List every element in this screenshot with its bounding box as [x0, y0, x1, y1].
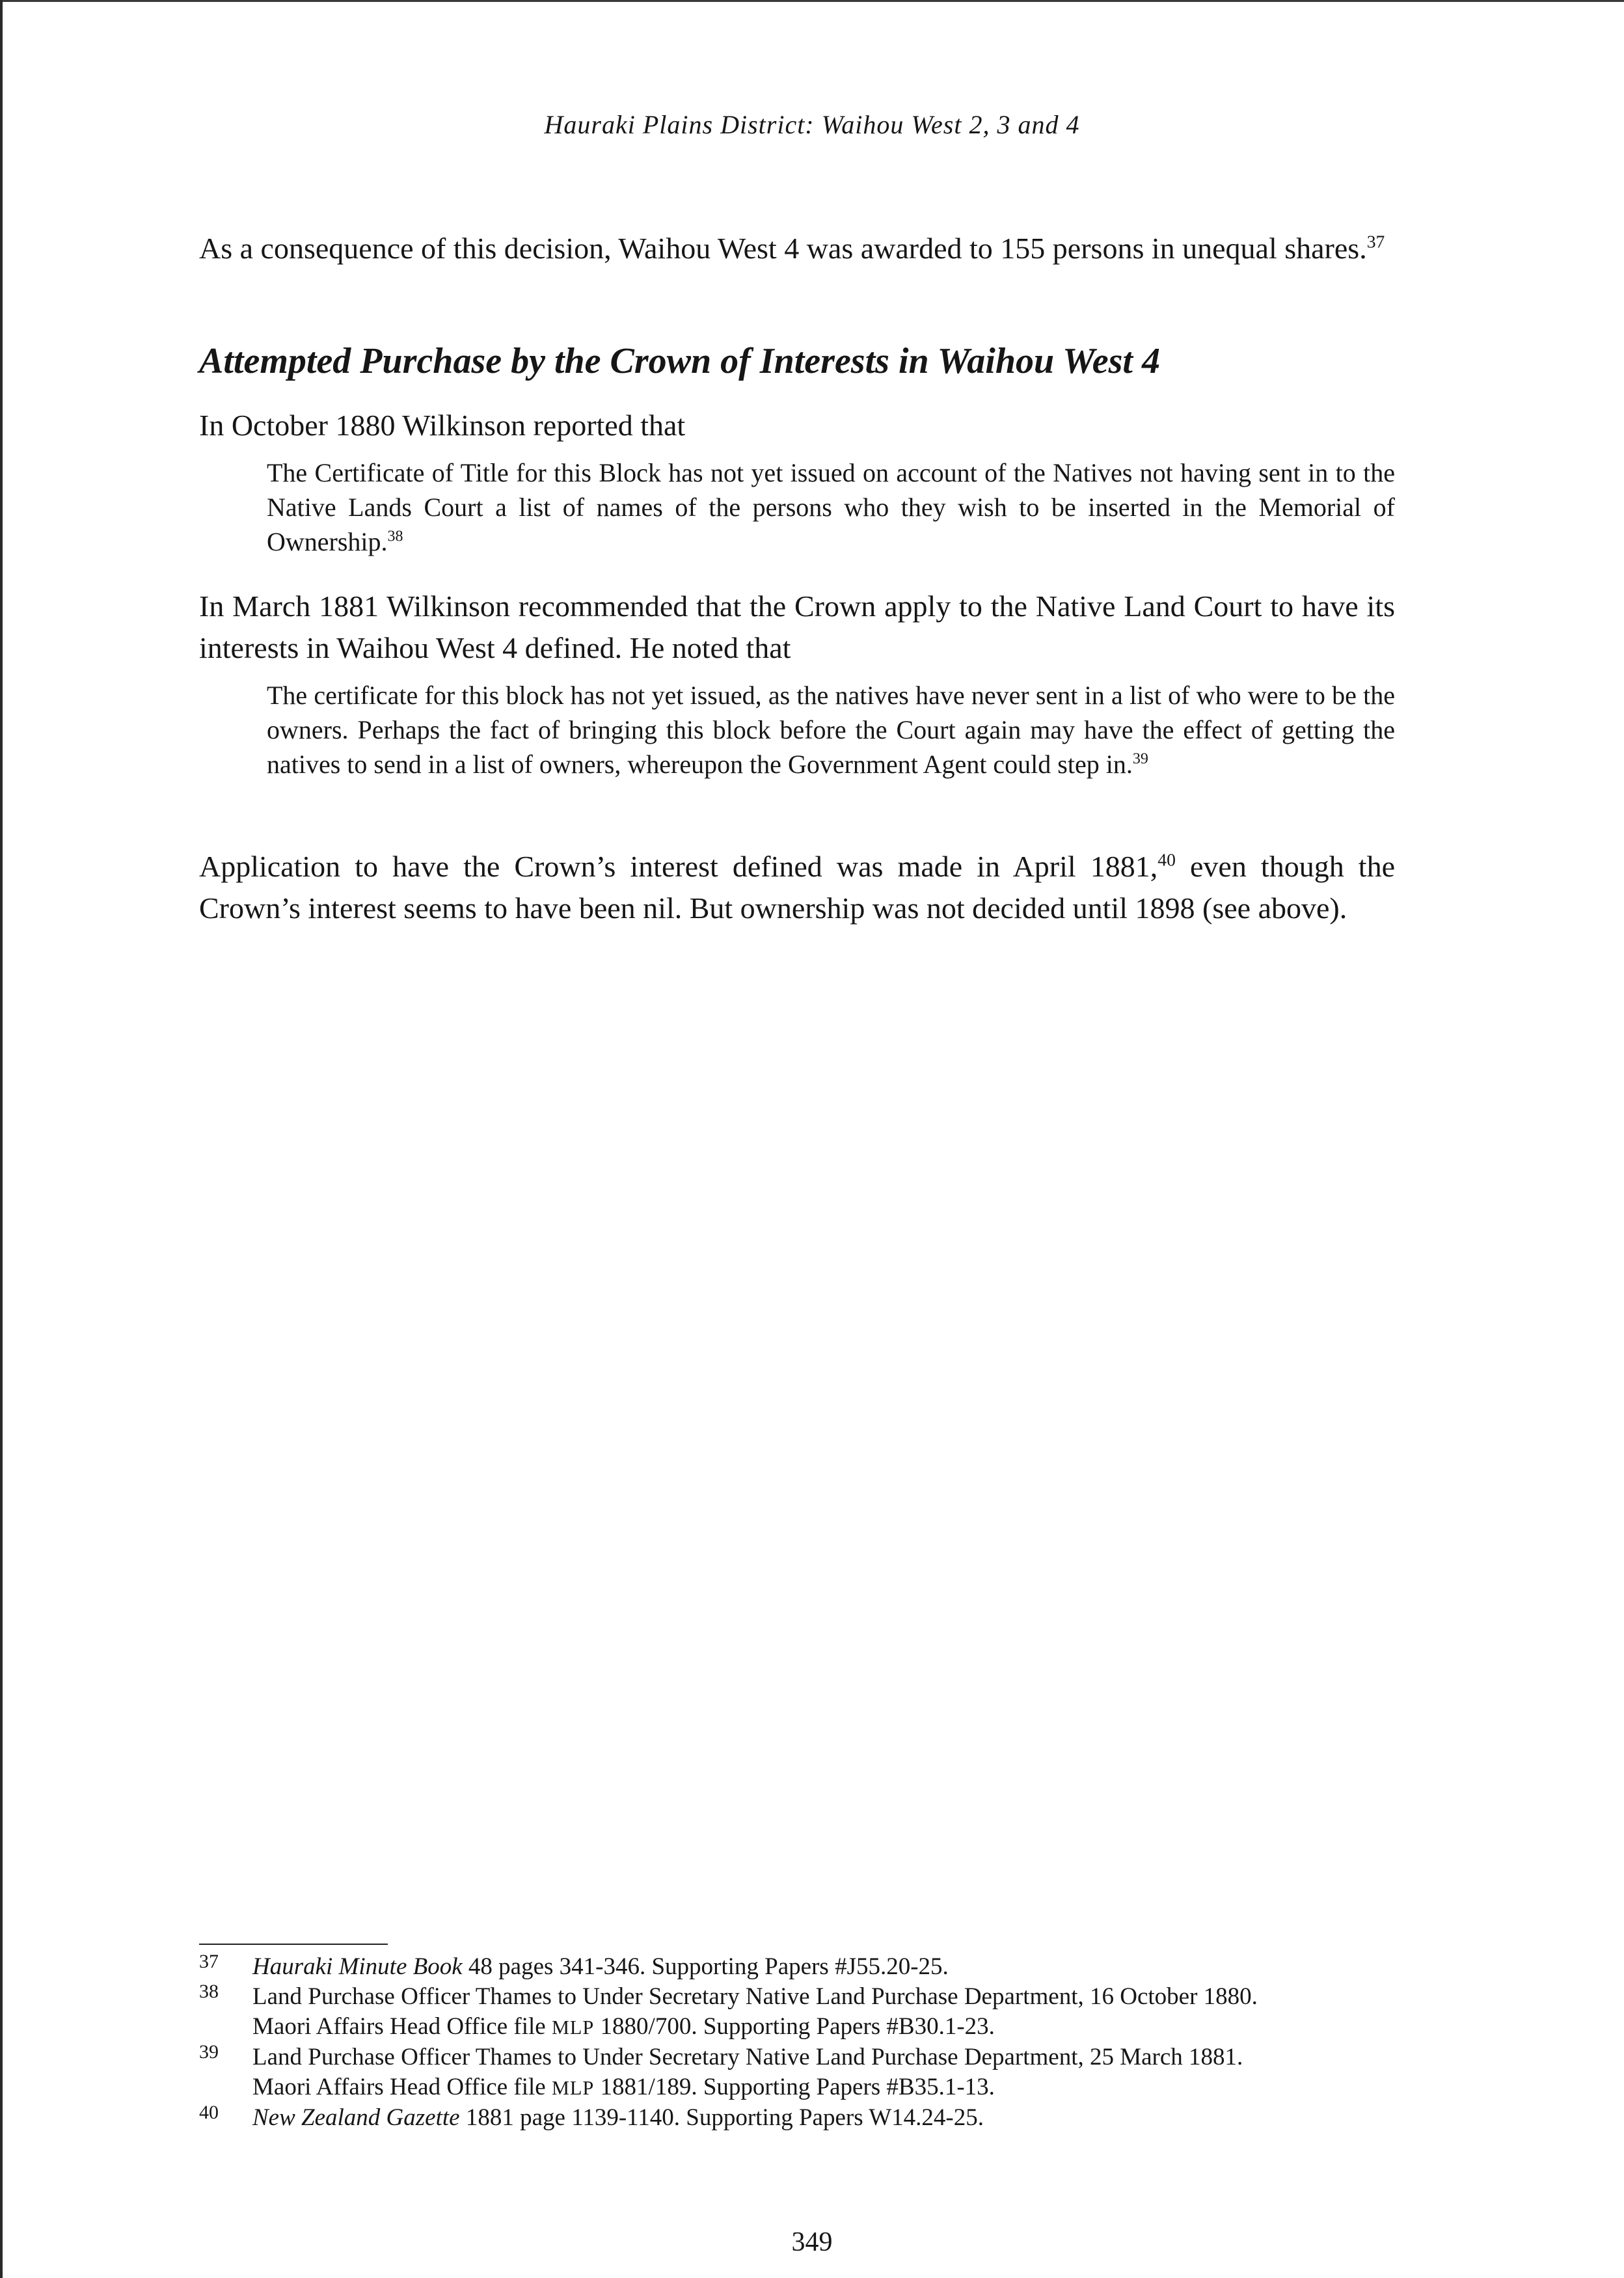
footnote-text: Maori Affairs Head Office file	[252, 2013, 552, 2040]
footnote-number: 39	[199, 2041, 219, 2063]
footnote-38	[199, 1982, 1396, 2042]
block-quote-1881	[267, 678, 1395, 781]
paragraph-consequence	[199, 228, 1395, 269]
footnote-number: 40	[199, 2102, 219, 2123]
footnote-ref-37[interactable]: 37	[1366, 231, 1385, 252]
footnote-source-title: Hauraki Minute Book	[252, 1953, 463, 1980]
footnote-text: 48 pages 341-346. Supporting Papers #J55.20-25.	[462, 1953, 949, 1980]
footnote-text: 1880/700. Supporting Papers #B30.1-23.	[594, 2013, 995, 2040]
footnote-separator	[199, 1944, 388, 1945]
quote-text: The Certificate of Title for this Block has not yet issued on account of the Natives not having sent in to the Native Lands Court a list of names of the persons who they wish to be inserted in the Memorial of Ownership.	[267, 458, 1395, 556]
scan-edge-top	[0, 0, 1624, 2]
file-code: MLP	[551, 2077, 595, 2099]
quote-text: The certificate for this block has not yet issued, as the natives have never sent in a list of who were to be the owners. Perhaps the fact of bringing this block before the Court again may have the effect of getting the natives to send in a list of owners, whereupon the Government Agent could step in.	[267, 681, 1395, 779]
footnote-text: Maori Affairs Head Office file	[252, 2074, 552, 2100]
footnote-line-2	[252, 2012, 1396, 2042]
footnote-number: 38	[199, 1981, 219, 2002]
paragraph-application	[199, 846, 1395, 929]
footnote-line-2	[252, 2072, 1396, 2103]
paragraph-text-after: even though the Crown’s interest seems to have been nil. But ownership was not decided until 1898 (see above).	[199, 850, 1395, 925]
footnote-ref-39[interactable]: 39	[1132, 750, 1148, 768]
running-head: Hauraki Plains District: Waihou West 2, 3 and 4	[544, 110, 1080, 139]
paragraph-october-1880: In October 1880 Wilkinson reported that	[199, 409, 686, 442]
footnote-line-1: Land Purchase Officer Thames to Under Secretary Native Land Purchase Department, 16 October 1880.	[252, 1983, 1258, 2010]
paragraph-text-before: Application to have the Crown’s interest defined was made in April 1881,	[199, 850, 1158, 883]
footnotes	[199, 1952, 1396, 2133]
paragraph-text: As a consequence of this decision, Waihou West 4 was awarded to 155 persons in unequal shares.	[199, 232, 1367, 265]
footnote-text: 1881 page 1139-1140. Supporting Papers W14.24-25.	[459, 2104, 984, 2131]
paragraph-march-1881: In March 1881 Wilkinson recommended that the Crown apply to the Native Land Court to have its interests in Waihou West 4 defined. He noted that	[199, 590, 1395, 664]
file-code: MLP	[551, 2016, 595, 2039]
page-number: 349	[791, 2227, 833, 2257]
footnote-37	[199, 1952, 1396, 1982]
scan-edge-left	[0, 0, 3, 2278]
footnote-40	[199, 2103, 1396, 2133]
footnote-39	[199, 2042, 1396, 2103]
footnote-line-1: Land Purchase Officer Thames to Under Secretary Native Land Purchase Department, 25 March 1881.	[252, 2044, 1243, 2070]
section-heading: Attempted Purchase by the Crown of Interests in Waihou West 4	[199, 341, 1160, 381]
footnote-ref-40[interactable]: 40	[1157, 849, 1176, 870]
footnote-source-title: New Zealand Gazette	[252, 2104, 460, 2131]
footnote-text: 1881/189. Supporting Papers #B35.1-13.	[594, 2074, 995, 2100]
block-quote-1880	[267, 455, 1395, 559]
footnote-ref-38[interactable]: 38	[387, 528, 403, 545]
footnote-number: 37	[199, 1951, 219, 1972]
